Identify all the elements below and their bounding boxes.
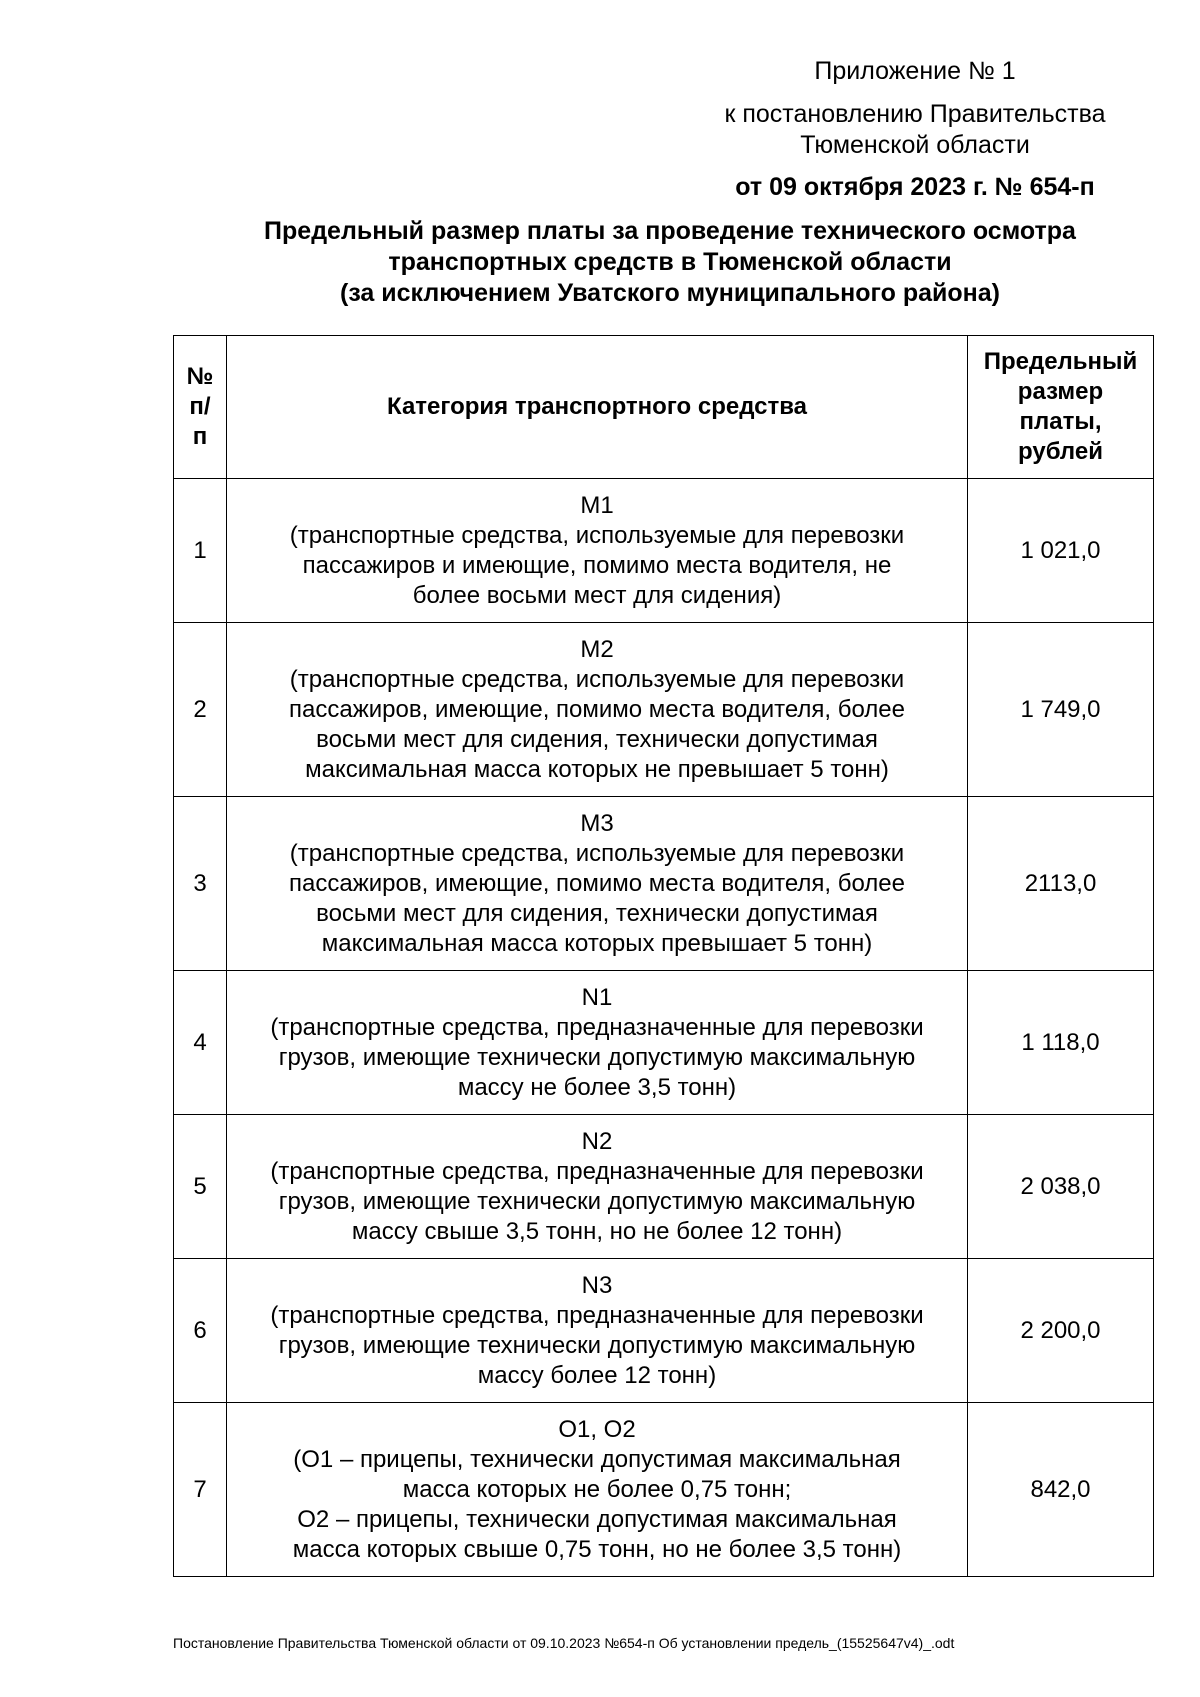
category-description-line: (транспортные средства, используемые для перевозки: [289, 665, 905, 693]
category-code: N3: [581, 1271, 613, 1299]
title-line-2: транспортных средств в Тюменской области: [388, 248, 952, 276]
header-fee-line: платы,: [1019, 408, 1102, 435]
header-fee-line: рублей: [1018, 438, 1103, 465]
category-code: O1, O2: [558, 1415, 636, 1443]
row-fee: 1 021,0: [968, 479, 1154, 623]
row-category: [227, 1403, 968, 1577]
document-footer: Постановление Правительства Тюменской области от 09.10.2023 №654-п Об установлении предель_(15525647v4)_.odt: [173, 1635, 955, 1651]
category-code: M3: [580, 809, 614, 837]
table-row: [174, 1403, 1154, 1577]
row-fee: 2 200,0: [968, 1259, 1154, 1403]
table-row: [174, 623, 1154, 797]
table-row: [174, 479, 1154, 623]
header-number: [174, 336, 227, 479]
header-number-line: №: [186, 363, 214, 390]
category-description-line: восьми мест для сидения, технически допустимая: [316, 725, 878, 753]
category-description-line: грузов, имеющие технически допустимую максимальную: [278, 1331, 916, 1359]
header-number-line: п: [192, 423, 208, 450]
row-number: 4: [174, 971, 227, 1115]
category-description-line: пассажиров, имеющие, помимо места водителя, более: [289, 869, 905, 897]
category-code: N1: [581, 983, 613, 1011]
category-description-line: (транспортные средства, используемые для перевозки: [289, 839, 905, 867]
category-description-line: более восьми мест для сидения): [412, 581, 782, 609]
category-description-line: масса которых свыше 0,75 тонн, но не более 3,5 тонн): [292, 1535, 902, 1563]
category-description-line: пассажиров и имеющие, помимо места водителя, не: [302, 551, 892, 579]
category-code: M1: [580, 491, 614, 519]
category-description-line: грузов, имеющие технически допустимую максимальную: [278, 1043, 916, 1071]
resolution-reference: к постановлению Правительства: [724, 100, 1106, 128]
row-number: 6: [174, 1259, 227, 1403]
document-title: [170, 216, 1170, 309]
category-description-line: массу не более 3,5 тонн): [457, 1073, 737, 1101]
category-code: M2: [580, 635, 614, 663]
header-number-line: п/: [189, 393, 211, 420]
title-line-1: Предельный размер платы за проведение технического осмотра: [264, 217, 1076, 245]
row-category: [227, 1259, 968, 1403]
title-line-3: (за исключением Уватского муниципального района): [340, 279, 1000, 307]
row-number: 5: [174, 1115, 227, 1259]
header-category: Категория транспортного средства: [227, 336, 968, 479]
category-description-line: (O1 – прицепы, технически допустимая максимальная: [293, 1445, 901, 1473]
row-number: 2: [174, 623, 227, 797]
row-category: [227, 623, 968, 797]
table-header-row: [174, 336, 1154, 479]
category-description-line: (транспортные средства, используемые для перевозки: [289, 521, 905, 549]
category-description-line: восьми мест для сидения, технически допустимая: [316, 899, 878, 927]
row-fee: 1 118,0: [968, 971, 1154, 1115]
row-number: 1: [174, 479, 227, 623]
category-description-line: (транспортные средства, предназначенные для перевозки: [270, 1301, 924, 1329]
category-description-line: пассажиров, имеющие, помимо места водителя, более: [289, 695, 905, 723]
category-description-line: масса которых не более 0,75 тонн;: [402, 1475, 792, 1503]
row-category: [227, 479, 968, 623]
category-code: N2: [581, 1127, 613, 1155]
appendix-label: Приложение № 1: [814, 57, 1016, 85]
resolution-date: от 09 октября 2023 г. № 654-п: [735, 173, 1095, 201]
category-description-line: массу более 12 тонн): [477, 1361, 717, 1389]
row-fee: 1 749,0: [968, 623, 1154, 797]
row-category: [227, 1115, 968, 1259]
table-row: [174, 1259, 1154, 1403]
row-number: 7: [174, 1403, 227, 1577]
region-name: Тюменской области: [800, 131, 1030, 159]
category-description-line: массу свыше 3,5 тонн, но не более 12 тонн): [351, 1217, 843, 1245]
header-fee-line: Предельный: [983, 348, 1138, 375]
row-number: 3: [174, 797, 227, 971]
table-row: [174, 971, 1154, 1115]
header-fee: [968, 336, 1154, 479]
header-fee-line: размер: [1017, 378, 1104, 405]
fee-table: [173, 335, 1154, 1577]
category-description-line: грузов, имеющие технически допустимую максимальную: [278, 1187, 916, 1215]
category-description-line: максимальная масса которых не превышает 5 тонн): [305, 755, 889, 783]
category-description-line: O2 – прицепы, технически допустимая максимальная: [297, 1505, 897, 1533]
row-category: [227, 797, 968, 971]
row-fee: 2113,0: [968, 797, 1154, 971]
table-row: [174, 797, 1154, 971]
row-category: [227, 971, 968, 1115]
category-description-line: (транспортные средства, предназначенные для перевозки: [270, 1013, 924, 1041]
category-description-line: (транспортные средства, предназначенные для перевозки: [270, 1157, 924, 1185]
row-fee: 842,0: [968, 1403, 1154, 1577]
table-row: [174, 1115, 1154, 1259]
row-fee: 2 038,0: [968, 1115, 1154, 1259]
category-description-line: максимальная масса которых превышает 5 тонн): [321, 929, 873, 957]
